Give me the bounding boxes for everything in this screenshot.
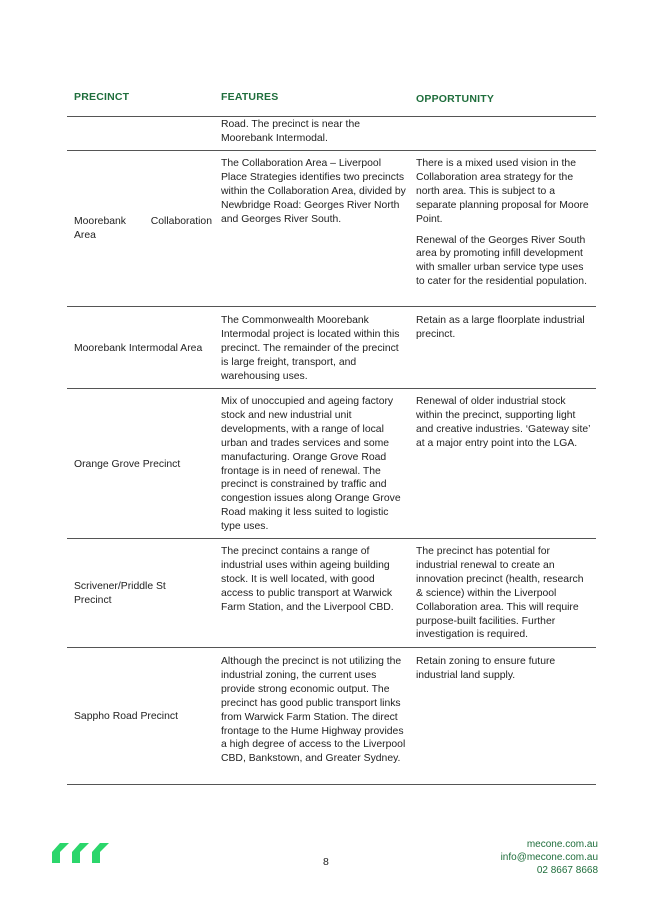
mecone-logo-icon	[52, 838, 110, 868]
row-1-opportunity-p1: There is a mixed used vision in the Collaboration area strategy for the north area. This is subject to a separate planning proposal for Moore Point.	[416, 158, 589, 225]
row-5-features: Although the precinct is not utilizing the industrial zoning, the current uses provide strong economic output. The precinct has good public transport links from Warwick Farm Station. The direct frontage to the Hume Highway provides a high degree of access to the Liverpool CBD, Bankstown, and Greater Sydney.	[221, 656, 406, 765]
row-0-features: Road. The precinct is near the Moorebank Intermodal.	[221, 119, 361, 144]
row-3-opportunity: Renewal of older industrial stock within the precinct, supporting light and creative industries. ‘Gateway site’ at a major entry point into the LGA.	[416, 396, 591, 449]
row-4-opportunity: The precinct has potential for industrial renewal to create an innovation precinct (health, research & science) within the Liverpool Collaboration area. This will require purpose-built facilities. Further investigation is required.	[416, 546, 584, 641]
table-rule	[67, 116, 596, 117]
logo-bar-2	[72, 843, 89, 863]
contact-website[interactable]: mecone.com.au	[526, 839, 598, 850]
row-2-precinct: Moorebank Intermodal Area	[74, 343, 203, 354]
page-number: 8	[323, 856, 329, 868]
table-rule	[67, 538, 596, 539]
row-5-precinct: Sappho Road Precinct	[74, 711, 178, 722]
row-5-opportunity: Retain zoning to ensure future industrial land supply.	[416, 656, 556, 681]
contact-email[interactable]: info@mecone.com.au	[500, 852, 598, 863]
row-4-features: The precinct contains a range of industrial uses within ageing building stock. It is well located, with good access to public transport at Warwick Farm Station, and the Liverpool CBD.	[221, 546, 394, 613]
table-rule	[67, 306, 596, 307]
row-1-precinct: Moorebank Collaboration Area	[74, 216, 212, 241]
header-opportunity: OPPORTUNITY	[416, 93, 495, 105]
row-1-features: The Collaboration Area – Liverpool Place Strategies identifies two precincts within the Collaboration Area, divided by Newbridge Road: Georges River North and Georges River South.	[221, 158, 406, 225]
row-3-precinct: Orange Grove Precinct	[74, 459, 181, 470]
header-precinct: PRECINCT	[74, 91, 130, 103]
row-2-opportunity: Retain as a large floorplate industrial precinct.	[416, 315, 585, 340]
row-1-opportunity-p2: Renewal of the Georges River South area by promoting infill development with smaller urban service type uses to cater for the residential population.	[416, 234, 587, 288]
contact-block	[501, 838, 598, 877]
table-rule	[67, 388, 596, 389]
header-features: FEATURES	[221, 91, 279, 103]
table-rule	[67, 647, 596, 648]
logo-bar-3	[92, 843, 109, 863]
row-1-opportunity	[416, 157, 592, 296]
row-2-features: The Commonwealth Moorebank Intermodal project is located within this precinct. The remainder of the precinct is large freight, transport, and warehousing uses.	[221, 315, 400, 382]
table-rule	[67, 150, 596, 151]
contact-phone: 02 8667 8668	[536, 865, 598, 876]
logo-bar-1	[52, 843, 69, 863]
row-4-precinct: Scrivener/Priddle St Precinct	[74, 581, 166, 606]
row-3-features: Mix of unoccupied and ageing factory stock and new industrial unit developments, with a range of local urban and trades services and some manufacturing. Orange Grove Road frontage is in need of renewal. The precinct is constrained by traffic and congestion issues along Orange Grove Road making it less suited to logistic type uses.	[221, 396, 401, 533]
table-rule	[67, 784, 596, 785]
